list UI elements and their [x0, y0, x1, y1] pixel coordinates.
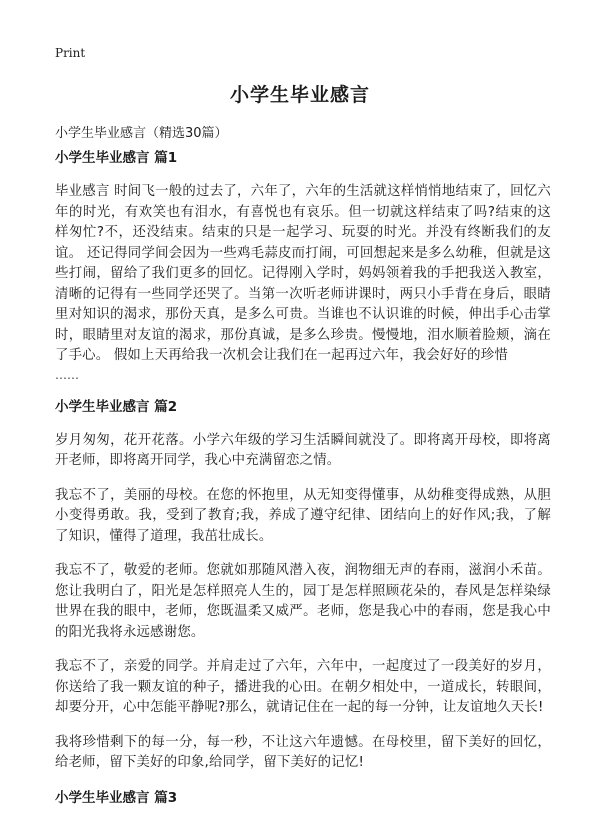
section-paragraph: 我将珍惜剩下的每一分，每一秒，不让这六年遗憾。在母校里，留下美好的回忆，给老师，留下美好的印象,给同学，留下美好的记忆! — [55, 734, 551, 770]
section-heading: 小学生毕业感言 篇2 — [55, 398, 178, 415]
section-heading: 小学生毕业感言 篇1 — [55, 150, 178, 166]
truncation-ellipsis: …… — [55, 367, 79, 382]
section-heading: 小学生毕业感言 篇3 — [55, 789, 178, 806]
section-paragraph: 我忘不了，美丽的母校。在您的怀抱里，从无知变得懂事，从幼稚变得成熟，从胆小变得勇敢。我，受到了教育;我，养成了遵守纪律、团结向上的好作风;我，了解了知识，懂得了道理，我茁壮成长。 — [55, 487, 551, 544]
section-paragraph: 岁月匆匆，花开花落。小学六年级的学习生活瞬间就没了。即将离开母校，即将离开老师，即将离开同学，我心中充满留恋之情。 — [55, 432, 551, 468]
section-2 — [55, 397, 551, 774]
section-paragraph: 我忘不了，敬爱的老师。您就如那随风潜入夜，润物细无声的春雨，滋润小禾苗。您让我明白了，阳光是怎样照亮人生的，园丁是怎样照顾花朵的，春风是怎样染绿世界在我的眼中，老师，您既温柔又威严。老师，您是我心中的春雨，您是我心中的阳光我将永远感谢您。 — [55, 563, 551, 640]
page-title: 小学生毕业感言 — [229, 84, 370, 106]
section-3 — [55, 788, 551, 808]
section-paragraph: 毕业感言 时间飞一般的过去了，六年了，六年的生活就这样悄悄地结束了，回忆六年的时光，有欢笑也有泪水，有喜悦也有哀乐。但一切就这样结束了吗?结束的这样匆忙?不，还没结束。结束的只是一起学习、玩耍的时光。并没有终断我们的友谊。 还记得同学间会因为一些鸡毛蒜皮而打闹，可回想起来是多么幼稚，但就是这些打闹，留给了我们更多的回忆。记得刚入学时，妈妈领着我的手把我送入教室，清晰的记得有一些同学还哭了。当第一次听老师讲课时，两只小手背在身后，眼睛里对知识的渴求，那份天真，是多么可贵。当谁也不认识谁的时候，伸出手心击掌时，眼睛里对友谊的渴求，那份真诚，是多么珍贵。慢慢地，泪水顺着脸颊，滴在了手心。 假如上天再给我一次机会让我们在一起再过六年，我会好好的珍惜 — [55, 184, 551, 363]
section-1 — [55, 148, 551, 383]
print-link[interactable]: Print — [55, 46, 86, 60]
section-paragraph: 我忘不了，亲爱的同学。并肩走过了六年，六年中，一起度过了一段美好的岁月，你送给了我一颗友谊的种子，播进我的心田。在朝夕相处中，一道成长，转眼间，却要分开，心中怎能平静呢?那么，就请记住在一起的每一分钟，让友谊地久天长! — [55, 659, 551, 715]
document-body — [55, 148, 551, 822]
document-subtitle: 小学生毕业感言（精选30篇） — [55, 126, 228, 141]
